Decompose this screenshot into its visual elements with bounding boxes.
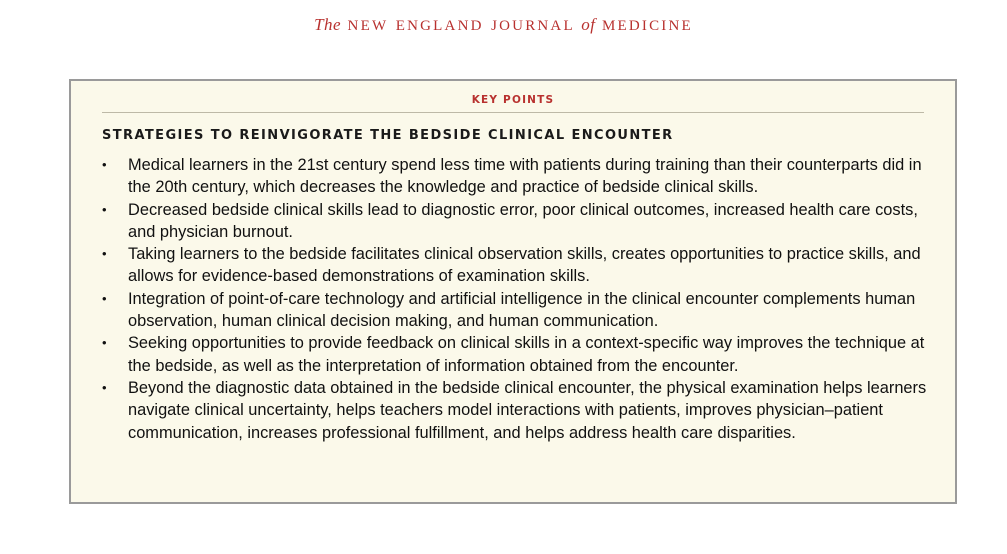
masthead-medicine: medicine [601, 11, 693, 35]
section-heading: STRATEGIES TO REINVIGORATE THE BEDSIDE CLINICAL ENCOUNTER [102, 128, 674, 143]
masthead-of: of [581, 15, 596, 34]
key-points-box [69, 79, 957, 504]
point-text: Seeking opportunities to provide feedback on clinical skills in a context-specific way improves the technique at the bedside, as well as the interpretation of information obtained from the encounter. [128, 334, 925, 375]
title-divider [102, 112, 924, 113]
list-item [102, 288, 932, 333]
list-item [102, 243, 932, 288]
masthead-journal-name: new england journal [347, 11, 575, 35]
masthead-the: The [314, 15, 342, 34]
bullet-icon: • [102, 290, 107, 306]
bullet-icon: • [102, 246, 107, 262]
list-item [102, 154, 932, 199]
point-text: Taking learners to the bedside facilitates clinical observation skills, creates opportunities to practice skills, and allows for evidence-based demonstrations of examination skills. [128, 245, 921, 286]
bullet-icon: • [102, 201, 107, 217]
point-text: Decreased bedside clinical skills lead to diagnostic error, poor clinical outcomes, increased health care costs, and physician burnout. [128, 200, 918, 241]
list-item [102, 377, 932, 444]
list-item [102, 199, 932, 244]
key-points-title: KEY POINTS [471, 94, 555, 106]
bullet-icon: • [102, 379, 107, 395]
point-text: Beyond the diagnostic data obtained in the bedside clinical encounter, the physical examination helps learners navigate clinical uncertainty, helps teachers model interactions with patients, improves physician–patient communication, increases professional fulfillment, and helps address health care disparities. [128, 378, 927, 442]
bullet-icon: • [102, 157, 107, 172]
point-text: Medical learners in the 21st century spend less time with patients during training than their counterparts did in the 20th century, which decreases the knowledge and practice of bedside clinical skills. [128, 156, 922, 197]
point-text: Integration of point-of-care technology and artificial intelligence in the clinical encounter complements human observation, human clinical decision making, and human communication. [128, 289, 916, 331]
journal-masthead [0, 12, 1007, 36]
bullet-icon: • [102, 335, 107, 351]
list-item [102, 332, 932, 377]
key-points-list [102, 154, 932, 444]
